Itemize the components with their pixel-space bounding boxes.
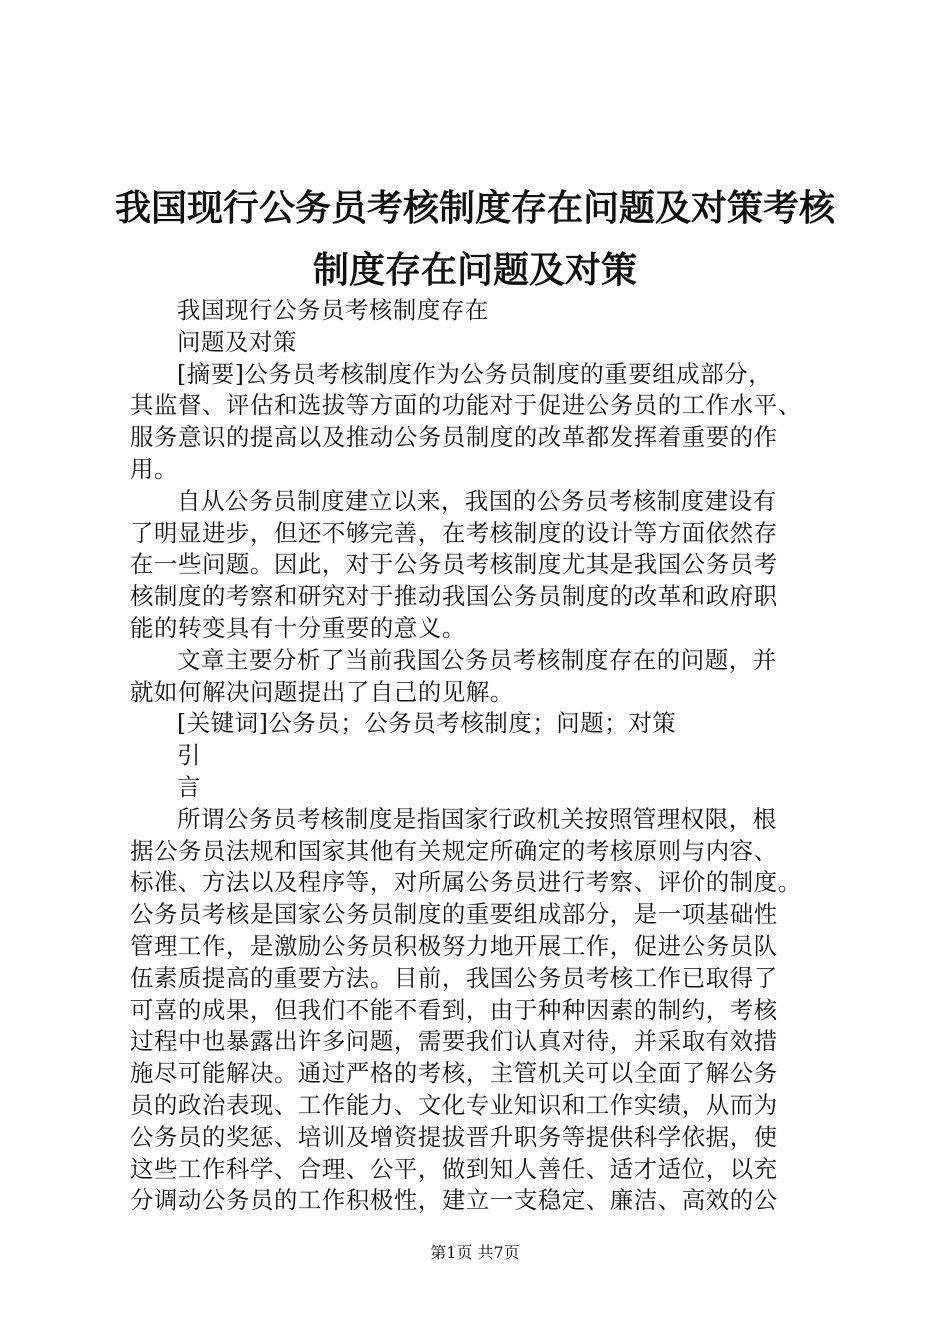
body-line: 公务员的奖惩、培训及增资提拔晋升职务等提供科学依据，使 xyxy=(130,1122,778,1151)
body-line: 用。 xyxy=(130,454,178,483)
body-line: [摘要]公务员考核制度作为公务员制度的重要组成部分， xyxy=(177,359,773,388)
document-title-line-1: 我国现行公务员考核制度存在问题及对策考核 xyxy=(114,187,835,229)
body-line: 就如何解决问题提出了自己的见解。 xyxy=(130,677,514,706)
body-line: 文章主要分析了当前我国公务员考核制度存在的问题，并 xyxy=(177,645,777,674)
body-line: 我国现行公务员考核制度存在 xyxy=(177,296,489,324)
body-line: 这些工作科学、合理、公平，做到知人善任、适才适位，以充 xyxy=(130,1154,778,1183)
body-line: 在一些问题。因此，对于公务员考核制度尤其是我国公务员考 xyxy=(130,550,778,579)
body-line: 标准、方法以及程序等，对所属公务员进行考察、评价的制度。 xyxy=(130,868,802,897)
body-line: 其监督、评估和选拔等方面的功能对于促进公务员的工作水平、 xyxy=(130,391,802,420)
body-line: 了明显进步，但还不够完善，在考核制度的设计等方面依然存 xyxy=(130,518,778,547)
body-line: 问题及对策 xyxy=(177,327,297,356)
body-line: 服务意识的提高以及推动公务员制度的改革都发挥着重要的作 xyxy=(130,423,778,452)
body-line: 施尽可能解决。通过严格的考核，主管机关可以全面了解公务 xyxy=(130,1059,778,1088)
body-line: 公务员考核是国家公务员制度的重要组成部分，是一项基础性 xyxy=(130,900,778,929)
body-line: [关键词]公务员；公务员考核制度；问题；对策 xyxy=(177,709,677,738)
body-line: 自从公务员制度建立以来，我国的公务员考核制度建设有 xyxy=(177,486,777,515)
body-line: 据公务员法规和国家其他有关规定所确定的考核原则与内容、 xyxy=(130,836,778,865)
body-line: 管理工作，是激励公务员积极努力地开展工作，促进公务员队 xyxy=(130,931,778,960)
body-line: 伍素质提高的重要方法。目前，我国公务员考核工作已取得了 xyxy=(130,963,778,992)
document-body xyxy=(130,295,820,1217)
body-line: 引 xyxy=(177,741,201,770)
body-line: 员的政治表现、工作能力、文化专业知识和工作实绩，从而为 xyxy=(130,1090,778,1119)
body-line: 可喜的成果，但我们不能不看到，由于种种因素的制约，考核 xyxy=(130,995,778,1024)
body-line: 核制度的考察和研究对于推动我国公务员制度的改革和政府职 xyxy=(130,582,778,611)
body-line: 能的转变具有十分重要的意义。 xyxy=(130,613,466,642)
body-line: 言 xyxy=(177,772,201,801)
body-line: 所谓公务员考核制度是指国家行政机关按照管理权限，根 xyxy=(177,804,777,833)
body-line: 分调动公务员的工作积极性，建立一支稳定、廉洁、高效的公 xyxy=(130,1186,778,1215)
page-footer: 第1页 共7页 xyxy=(430,1243,520,1262)
document-title-line-2: 制度存在问题及对策 xyxy=(312,249,637,291)
body-line: 过程中也暴露出许多问题，需要我们认真对待，并采取有效措 xyxy=(130,1027,778,1056)
